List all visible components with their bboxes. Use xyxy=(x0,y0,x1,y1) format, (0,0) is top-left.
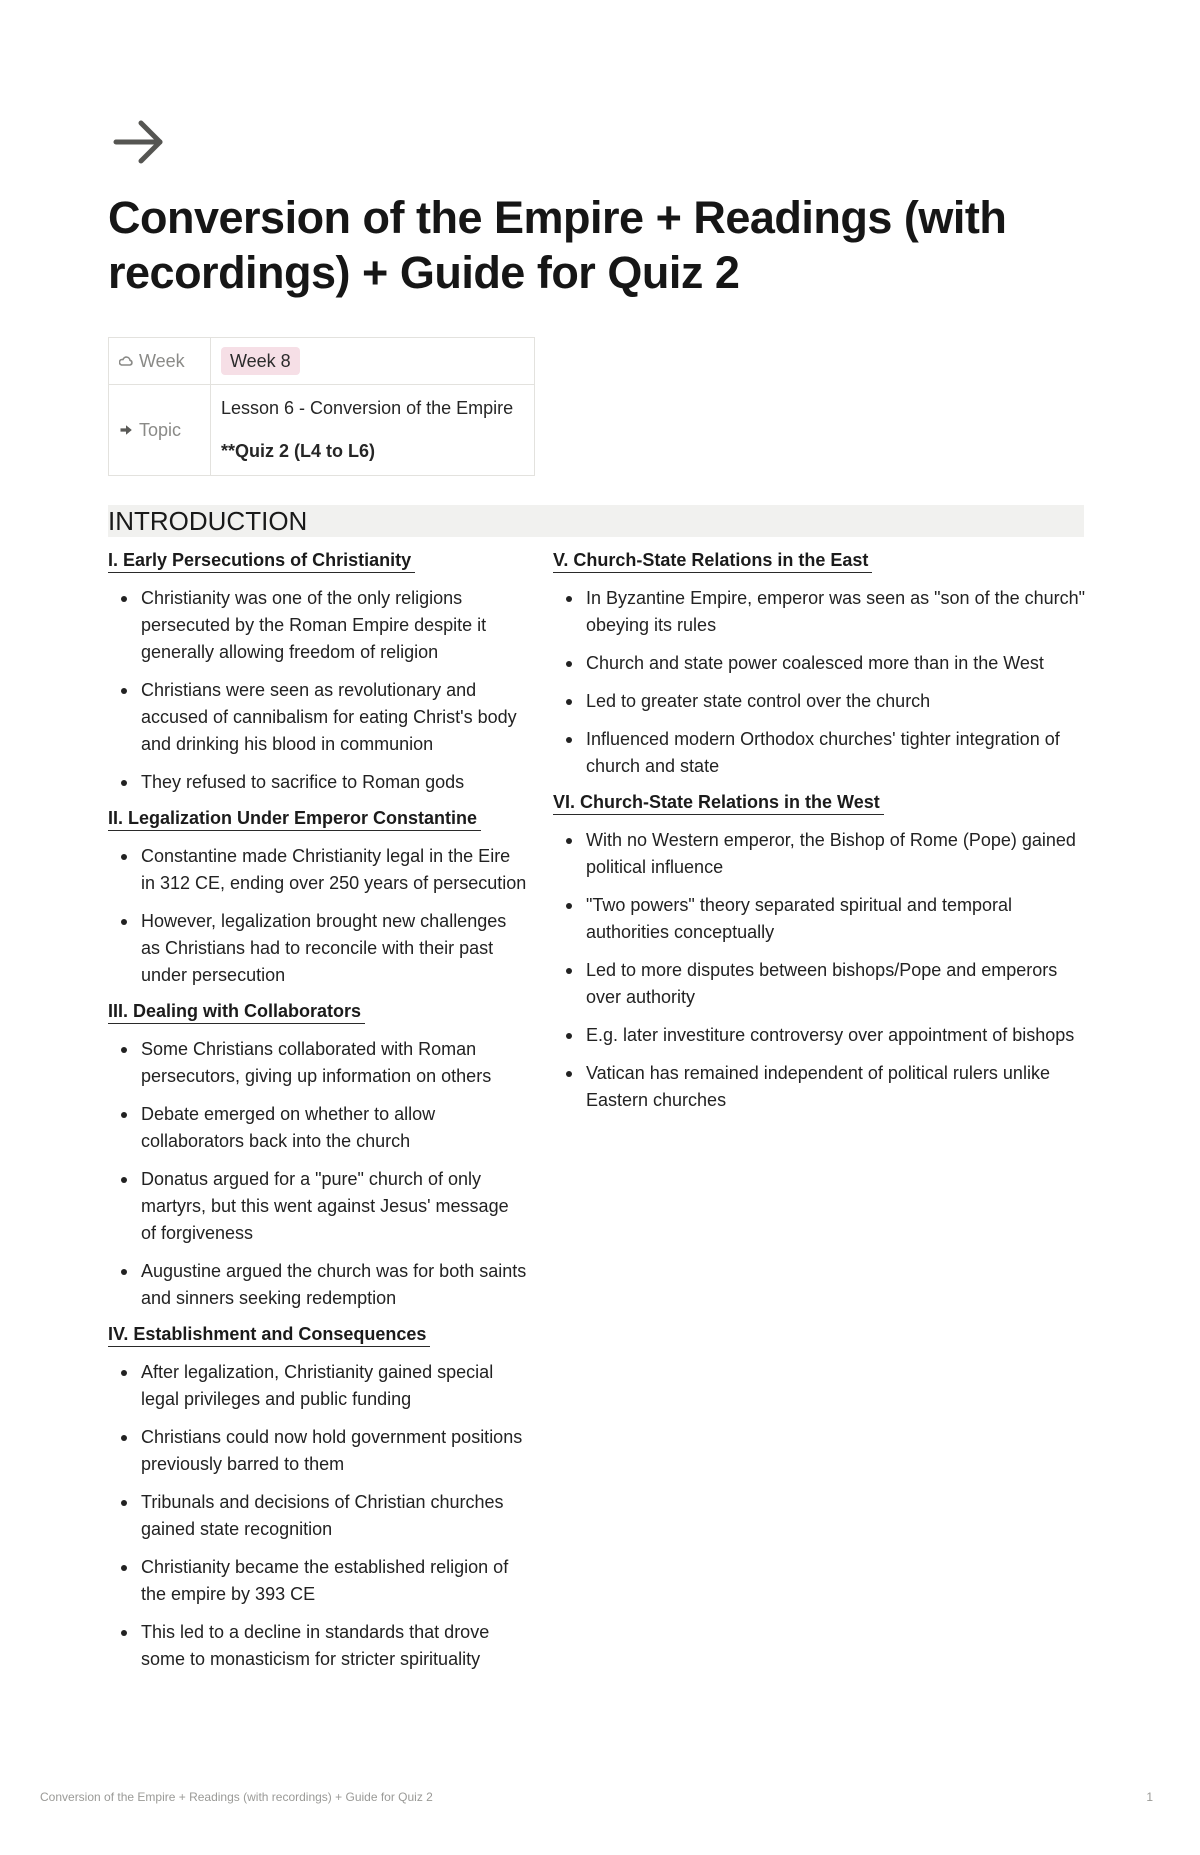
bullet-list xyxy=(553,827,1088,1114)
section-establishment xyxy=(108,1323,528,1673)
bullet-list xyxy=(553,585,1088,780)
list-item: Christianity was one of the only religions persecuted by the Roman Empire despite it generally allowing freedom of religion xyxy=(108,585,528,666)
property-week-row xyxy=(109,338,535,385)
cloud-icon xyxy=(119,354,133,368)
list-item: In Byzantine Empire, emperor was seen as "son of the church" obeying its rules xyxy=(553,585,1088,639)
property-topic-label: Topic xyxy=(139,419,182,440)
property-topic-value[interactable] xyxy=(211,385,535,476)
list-item: However, legalization brought new challenges as Christians had to reconcile with their past under persecution xyxy=(108,908,528,989)
list-item: Led to more disputes between bishops/Pope and emperors over authority xyxy=(553,957,1088,1011)
list-item: This led to a decline in standards that drove some to monasticism for stricter spirituality xyxy=(108,1619,528,1673)
bullet-list xyxy=(108,1359,528,1673)
list-item: E.g. later investiture controversy over appointment of bishops xyxy=(553,1022,1088,1049)
list-item: They refused to sacrifice to Roman gods xyxy=(108,769,528,796)
list-item: After legalization, Christianity gained special legal privileges and public funding xyxy=(108,1359,528,1413)
subheading: VI. Church-State Relations in the West xyxy=(553,791,884,815)
section-legalization xyxy=(108,807,528,989)
topic-quiz-text: **Quiz 2 (L4 to L6) xyxy=(221,441,376,461)
introduction-heading: INTRODUCTION xyxy=(108,505,1084,537)
list-item: Donatus argued for a "pure" church of only martyrs, but this went against Jesus' message of forgiveness xyxy=(108,1166,528,1247)
list-item: Debate emerged on whether to allow collaborators back into the church xyxy=(108,1101,528,1155)
left-column xyxy=(108,549,528,1684)
list-item: Christians could now hold government positions previously barred to them xyxy=(108,1424,528,1478)
subheading: IV. Establishment and Consequences xyxy=(108,1323,430,1347)
section-church-state-west xyxy=(553,791,1088,1114)
footer-page-number: 1 xyxy=(1146,1790,1153,1804)
subheading: I. Early Persecutions of Christianity xyxy=(108,549,415,573)
arrow-right-icon xyxy=(112,114,168,170)
section-collaborators xyxy=(108,1000,528,1312)
list-item: Christianity became the established religion of the empire by 393 CE xyxy=(108,1554,528,1608)
list-item: Augustine argued the church was for both saints and sinners seeking redemption xyxy=(108,1258,528,1312)
property-week-label: Week xyxy=(139,350,185,371)
right-column xyxy=(553,549,1088,1125)
subheading: V. Church-State Relations in the East xyxy=(553,549,872,573)
list-item: Led to greater state control over the church xyxy=(553,688,1088,715)
list-item: "Two powers" theory separated spiritual and temporal authorities conceptually xyxy=(553,892,1088,946)
properties-table xyxy=(108,337,535,476)
bullet-list xyxy=(108,1036,528,1312)
property-topic-key[interactable] xyxy=(109,385,211,476)
list-item: Christians were seen as revolutionary and accused of cannibalism for eating Christ's body and drinking his blood in communion xyxy=(108,677,528,758)
list-item: Influenced modern Orthodox churches' tighter integration of church and state xyxy=(553,726,1088,780)
subheading: II. Legalization Under Emperor Constantine xyxy=(108,807,481,831)
footer-title: Conversion of the Empire + Readings (with recordings) + Guide for Quiz 2 xyxy=(40,1790,433,1804)
list-item: Constantine made Christianity legal in the Eire in 312 CE, ending over 250 years of persecution xyxy=(108,843,528,897)
property-topic-row xyxy=(109,385,535,476)
week-tag[interactable]: Week 8 xyxy=(221,347,300,375)
page-title: Conversion of the Empire + Readings (with recordings) + Guide for Quiz 2 xyxy=(108,192,1007,298)
section-church-state-east xyxy=(553,549,1088,780)
property-week-key[interactable] xyxy=(109,338,211,385)
section-early-persecutions xyxy=(108,549,528,796)
list-item: Church and state power coalesced more than in the West xyxy=(553,650,1088,677)
list-item: Tribunals and decisions of Christian churches gained state recognition xyxy=(108,1489,528,1543)
topic-lesson-text: Lesson 6 - Conversion of the Empire xyxy=(221,398,514,418)
subheading: III. Dealing with Collaborators xyxy=(108,1000,365,1024)
property-week-value[interactable] xyxy=(211,338,535,385)
list-item: Vatican has remained independent of political rulers unlike Eastern churches xyxy=(553,1060,1088,1114)
list-item: Some Christians collaborated with Roman persecutors, giving up information on others xyxy=(108,1036,528,1090)
arrow-right-small-icon xyxy=(119,423,133,437)
bullet-list xyxy=(108,585,528,796)
list-item: With no Western emperor, the Bishop of Rome (Pope) gained political influence xyxy=(553,827,1088,881)
bullet-list xyxy=(108,843,528,989)
